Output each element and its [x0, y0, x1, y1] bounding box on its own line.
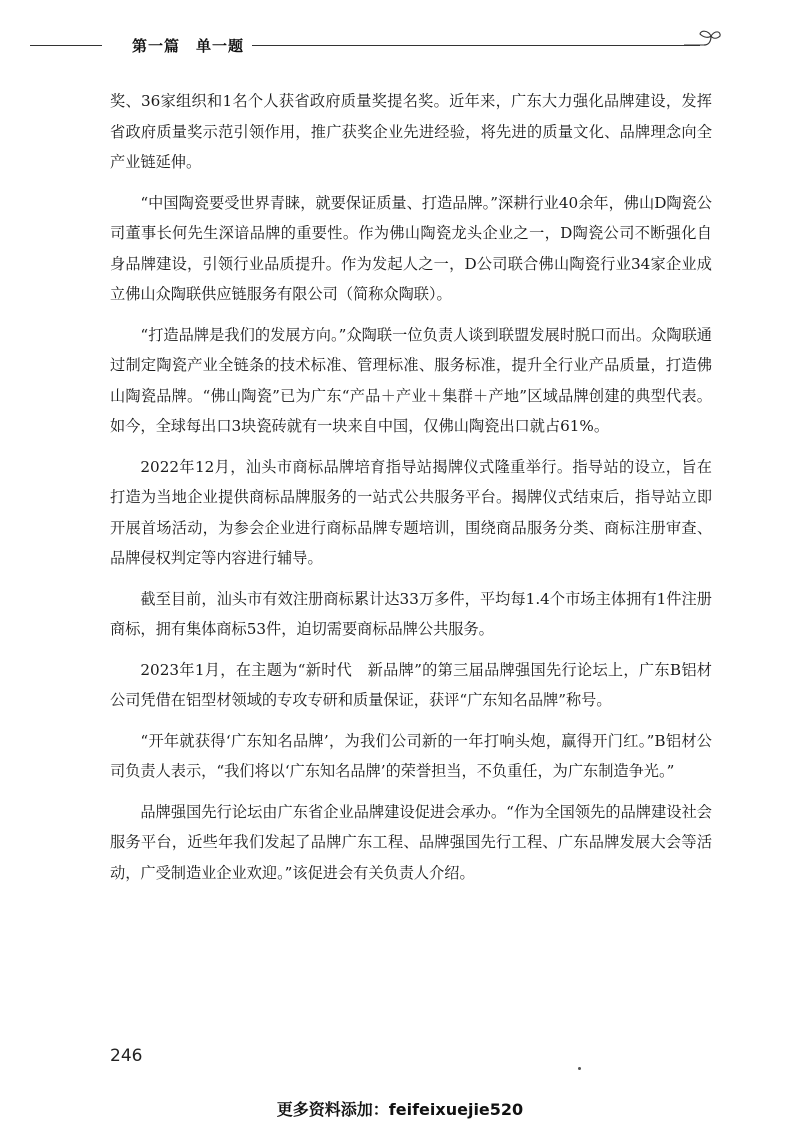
paragraph: 截至目前，汕头市有效注册商标累计达33万多件，平均每1.4个市场主体拥有1件注册商标，拥有集体商标53件，迫切需要商标品牌公共服务。 — [110, 589, 712, 638]
paragraph: 2023年1月，在主题为“新时代 新品牌”的第三届品牌强国先行论坛上，广东B铝材公司凭借在铝型材领域的专攻专研和质量保证，获评“广东知名品牌”称号。 — [110, 660, 712, 709]
section-title: 第一篇 单一题 — [132, 37, 245, 55]
paragraph: 2022年12月，汕头市商标品牌培育指导站揭牌仪式隆重举行。指导站的设立，旨在打造为当地企业提供商标品牌服务的一站式公共服务平台。揭牌仪式结束后，指导站立即开展首场活动，为参会企业进行商标品牌专题培训，围绕商品服务分类、商标注册审查、品牌侵权判定等内容进行辅导。 — [110, 457, 712, 567]
header-rule-right — [252, 45, 700, 46]
header-rule-left — [30, 45, 102, 46]
running-header — [30, 28, 720, 68]
paragraph: “打造品牌是我们的发展方向。”众陶联一位负责人谈到联盟发展时脱口而出。众陶联通过制定陶瓷产业全链条的技术标准、管理标准、服务标准，提升全行业产品质量，打造佛山陶瓷品牌。“佛山陶瓷”已为广东“产品＋产业＋集群＋产地”区域品牌创建的典型代表。如今，全球每出口3块瓷砖就有一块来自中国，仅佛山陶瓷出口就占61%。 — [110, 325, 712, 435]
paragraph: 品牌强国先行论坛由广东省企业品牌建设促进会承办。“作为全国领先的品牌建设社会服务平台，近些年我们发起了品牌广东工程、品牌强国先行工程、广东品牌发展大会等活动，广受制造业企业欢迎。”该促进会有关负责人介绍。 — [110, 802, 712, 882]
body-text — [110, 86, 712, 898]
footer-note: 更多资料添加：feifeixuejie520 — [276, 1100, 524, 1119]
paragraph: “中国陶瓷要受世界青睐，就要保证质量、打造品牌。”深耕行业40余年，佛山D陶瓷公司董事长何先生深谙品牌的重要性。作为佛山陶瓷龙头企业之一，D陶瓷公司不断强化自身品牌建设，引领行业品质提升。作为发起人之一，D公司联合佛山陶瓷行业34家企业成立佛山众陶联供应链服务有限公司（简称众陶联）。 — [110, 193, 712, 303]
page-number: 246 — [110, 1046, 143, 1066]
sprout-icon — [682, 28, 722, 64]
paragraph: “开年就获得‘广东知名品牌’，为我们公司新的一年打响头炮，赢得开门红。”B铝材公司负责人表示，“我们将以‘广东知名品牌’的荣誉担当，不负重任，为广东制造争光。” — [110, 731, 712, 780]
scan-speck — [578, 1067, 581, 1070]
paragraph-continued: 奖、36家组织和1名个人获省政府质量奖提名奖。近年来，广东大力强化品牌建设，发挥省政府质量奖示范引领作用，推广获奖企业先进经验，将先进的质量文化、品牌理念向全产业链延伸。 — [110, 92, 712, 171]
